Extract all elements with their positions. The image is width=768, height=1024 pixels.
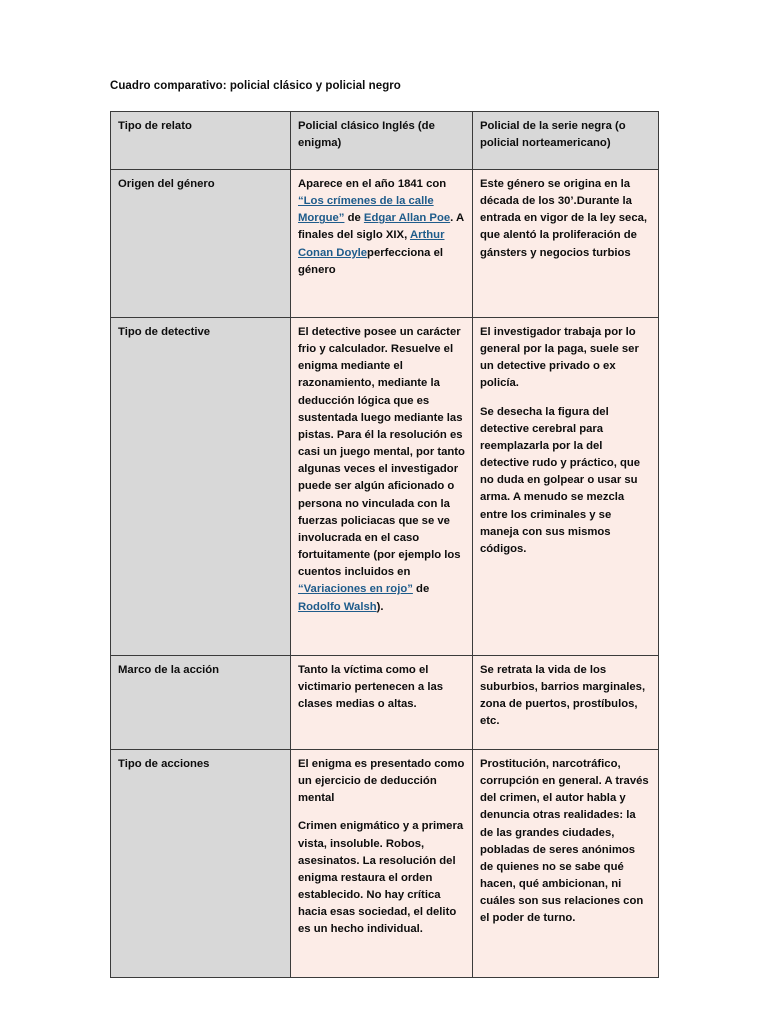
paragraph: Prostitución, narcotráfico, corrupción en general. A través del crimen, el autor habla y denuncia otras realidades: la de las grandes ciudades, pobladas de seres anónimos de quienes no se sabe qué hacen, qué ambicionan, ni cuáles son sus relaciones con el poder de turno. bbox=[480, 758, 649, 925]
cell-acciones-clasico bbox=[291, 750, 473, 978]
text-run: ). bbox=[376, 600, 384, 613]
paragraph bbox=[298, 324, 465, 616]
column-header-policial-serie-negra: Policial de la serie negra (o policial norteamericano) bbox=[473, 112, 659, 170]
paragraph bbox=[298, 176, 465, 279]
paragraph: El investigador trabaja por lo general por la paga, suele ser un detective privado o ex policía. bbox=[480, 326, 639, 390]
cell-origen-clasico bbox=[291, 170, 473, 318]
table-row bbox=[111, 656, 659, 750]
row-label-tipo-de-detective: Tipo de detective bbox=[111, 318, 291, 656]
cell-marco-negra bbox=[473, 656, 659, 750]
text-run: El detective posee un carácter frio y calculador. Resuelve el enigma mediante el razonamiento, mediante la deducción lógica que es sustentada luego mediante las pistas. Para él la resolución es casi un juego mental, por tanto algunas veces el investigador puede ser algún aficionado o persona no vinculada con la fuerzas policiacas que se ve involucrada en el caso fortuitamente (por ejemplo los cuentos incluidos en bbox=[298, 326, 465, 579]
cell-detective-negra bbox=[473, 318, 659, 656]
paragraph: Crimen enigmático y a primera vista, insoluble. Robos, asesinatos. La resolución del enigma restaura el orden establecido. No hay crítica hacia esas sociedad, el delito es un hecho individual. bbox=[298, 820, 464, 936]
paragraph: Se retrata la vida de los suburbios, barrios marginales, zona de puertos, prostíbulos, etc. bbox=[480, 664, 646, 728]
hyperlink[interactable]: Arthur Conan Doyle bbox=[298, 229, 445, 259]
cell-origen-negra bbox=[473, 170, 659, 318]
hyperlink[interactable]: “Los crímenes de la calle Morgue” bbox=[298, 195, 434, 225]
paragraph: Se desecha la figura del detective cerebral para reemplazarla por la del detective rudo y práctico, que no duda en golpear o usar su arma. A menudo se mezcla entre los criminales y se maneja con sus mismos códigos. bbox=[480, 405, 641, 555]
text-run: perfecciona el género bbox=[298, 246, 444, 276]
hyperlink[interactable]: Rodolfo Walsh bbox=[298, 600, 377, 613]
text-run: Tanto la víctima como el victimario pertenecen a las clases medias o altas. bbox=[298, 664, 444, 711]
row-label-origen-del-genero: Origen del género bbox=[111, 170, 291, 318]
table-row bbox=[111, 318, 659, 656]
row-label-tipo-de-acciones: Tipo de acciones bbox=[111, 750, 291, 978]
cell-marco-clasico bbox=[291, 656, 473, 750]
row-label-marco-de-la-accion: Marco de la acción bbox=[111, 656, 291, 750]
comparison-table bbox=[110, 111, 659, 978]
text-run: de bbox=[412, 583, 430, 596]
page-title: Cuadro comparativo: policial clásico y policial negro bbox=[110, 80, 401, 92]
text-run: de bbox=[344, 212, 364, 225]
text-run: . A finales del siglo XIX, bbox=[298, 212, 464, 242]
paragraph bbox=[298, 662, 465, 713]
paragraph bbox=[298, 756, 465, 807]
cell-detective-clasico bbox=[291, 318, 473, 656]
table-row bbox=[111, 750, 659, 978]
text-run: Aparece en el año 1841 con bbox=[298, 178, 447, 190]
table-row bbox=[111, 170, 659, 318]
hyperlink[interactable]: Edgar Allan Poe bbox=[363, 212, 451, 225]
table-header-row bbox=[111, 112, 659, 170]
cell-acciones-negra bbox=[473, 750, 659, 978]
column-header-tipo-de-relato: Tipo de relato bbox=[111, 112, 291, 170]
hyperlink[interactable]: “Variaciones en rojo” bbox=[298, 583, 413, 596]
paragraph: Este género se origina en la década de los 30’.Durante la entrada en vigor de la ley seca, que alentó la proliferación de gánsters y negocios turbios bbox=[480, 178, 648, 259]
column-header-policial-clasico: Policial clásico Inglés (de enigma) bbox=[291, 112, 473, 170]
text-run: El enigma es presentado como un ejercicio de deducción mental bbox=[298, 758, 465, 805]
